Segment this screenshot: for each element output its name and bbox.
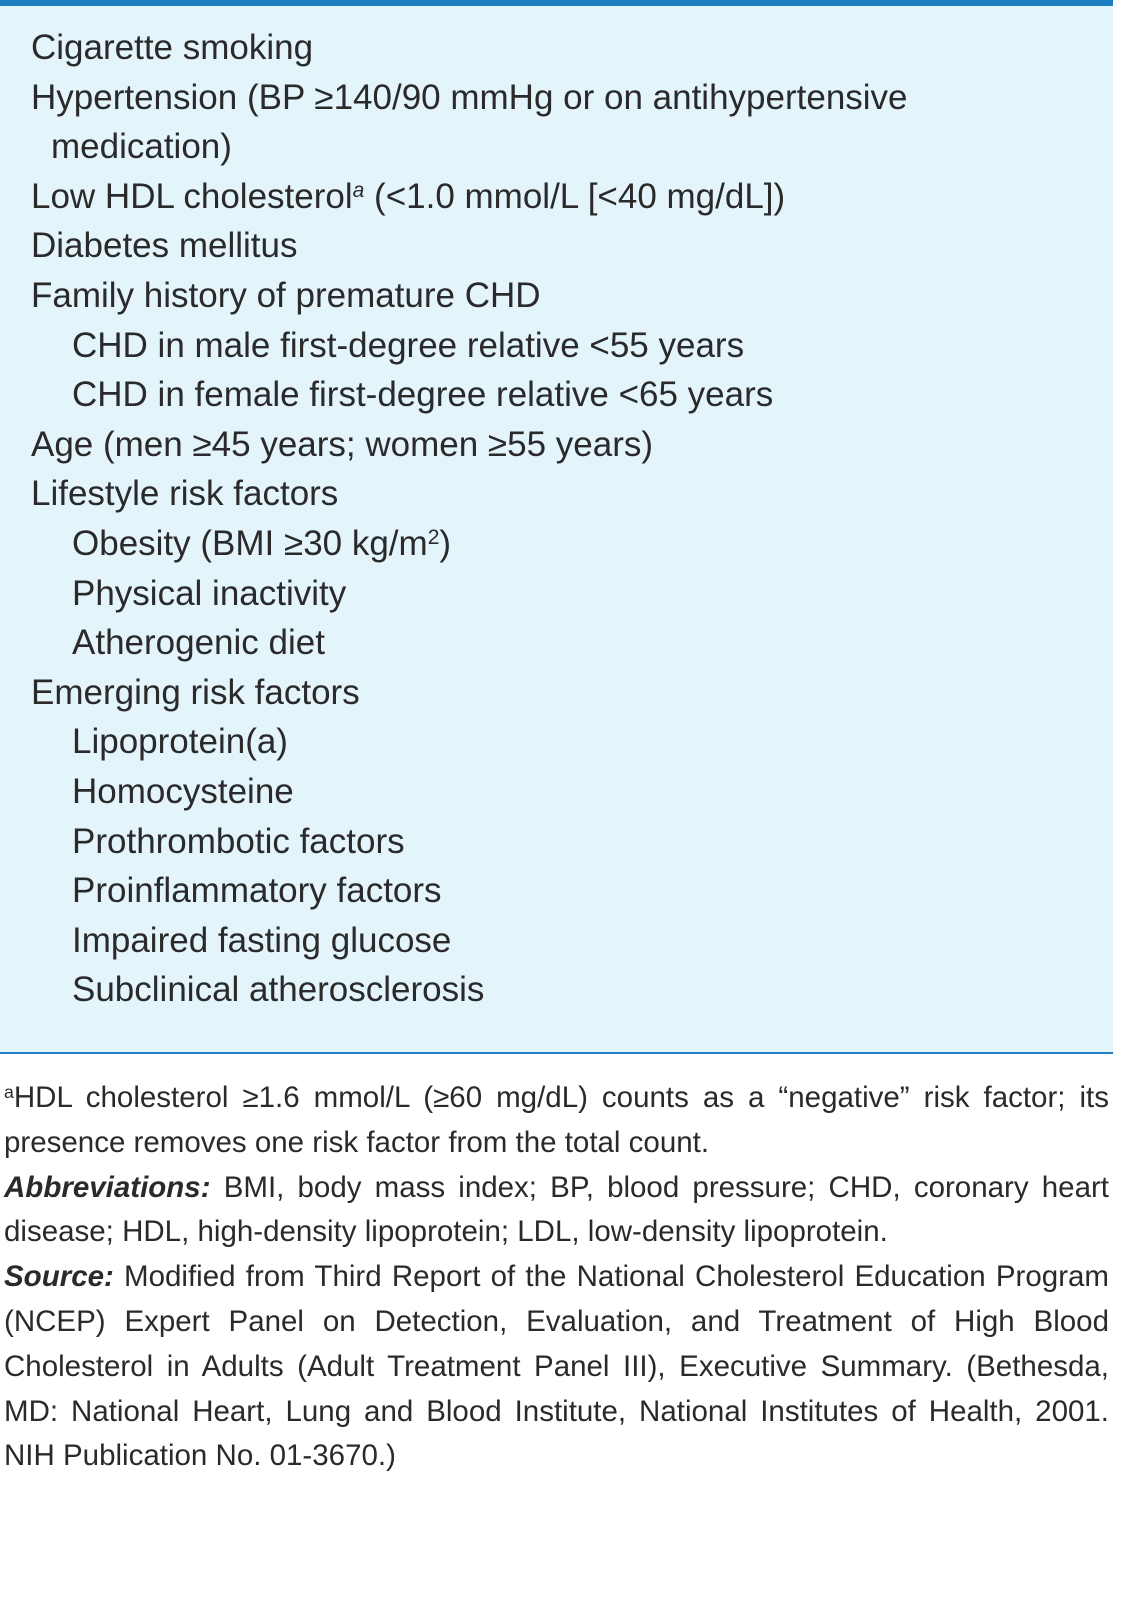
risk-subitem-impaired-glucose: [0, 916, 1113, 966]
risk-item-label: Lifestyle risk factors: [31, 474, 339, 514]
risk-subitem-label: Impaired fasting glucose: [72, 920, 452, 960]
risk-subitem-homocysteine: [0, 767, 1113, 817]
risk-subitem-label: Obesity (BMI ≥30 kg/m: [72, 523, 428, 563]
risk-subitem-family-male: [0, 321, 1113, 371]
risk-subitem-label: Physical inactivity: [72, 573, 347, 613]
risk-subitem-subclinical: [0, 965, 1113, 1015]
risk-subitem-label: Prothrombotic factors: [72, 821, 405, 861]
risk-item-emerging: [0, 668, 1113, 718]
abbreviations-note: [4, 1166, 1109, 1256]
risk-subitem-physical-inactivity: [0, 569, 1113, 619]
risk-item-low-hdl: [0, 172, 1113, 222]
source-note: [4, 1255, 1109, 1479]
risk-item-label: Cigarette smoking: [31, 28, 314, 67]
risk-factor-list: [0, 23, 1113, 1015]
footnote-marker: a: [4, 1082, 14, 1103]
abbreviations-label: Abbreviations:: [4, 1170, 211, 1204]
risk-item-label: Low HDL cholesterol: [31, 176, 353, 216]
table-notes: [4, 1076, 1109, 1479]
risk-item-label: Hypertension (BP ≥140/90 mmHg or on antihypertensive: [31, 77, 908, 117]
risk-item-label: Family history of premature CHD: [31, 275, 541, 315]
risk-subitem-label: Homocysteine: [72, 771, 294, 811]
risk-subitem-closing: ): [439, 523, 452, 563]
risk-item-label-continuation: medication): [51, 127, 232, 167]
risk-item-hypertension: [0, 73, 1113, 172]
risk-item-detail: (<1.0 mmol/L [<40 mg/dL]): [364, 176, 786, 216]
risk-factor-box: [0, 6, 1113, 1054]
risk-subitem-family-female: [0, 370, 1113, 420]
risk-subitem-obesity: [0, 519, 1113, 569]
risk-item-cigarette-smoking: [0, 23, 1113, 73]
risk-subitem-label: Subclinical atherosclerosis: [72, 970, 485, 1010]
risk-subitem-prothrombotic: [0, 817, 1113, 867]
footnote-text: HDL cholesterol ≥1.6 mmol/L (≥60 mg/dL) counts as a “negative” risk factor; its presence removes one risk factor from the total count.: [4, 1081, 1109, 1159]
risk-item-diabetes: [0, 221, 1113, 271]
risk-item-lifestyle: [0, 469, 1113, 519]
risk-subitem-atherogenic-diet: [0, 618, 1113, 668]
risk-subitem-label: Lipoprotein(a): [72, 722, 288, 762]
risk-item-label: Emerging risk factors: [31, 672, 360, 712]
risk-item-age: [0, 420, 1113, 470]
risk-subitem-label: CHD in male first-degree relative <55 years: [72, 325, 745, 365]
risk-subitem-label: CHD in female first-degree relative <65 years: [72, 375, 774, 415]
risk-subitem-label: Proinflammatory factors: [72, 871, 442, 911]
risk-item-family-history: [0, 271, 1113, 321]
footnote-marker: a: [352, 179, 365, 203]
risk-item-label: Diabetes mellitus: [31, 226, 298, 266]
risk-subitem-lipoprotein-a: [0, 717, 1113, 767]
abbreviations-text: BMI, body mass index; BP, blood pressure; CHD, coronary heart disease; HDL, high-density lipoprotein; LDL, low-density lipoprotein.: [4, 1170, 1109, 1249]
risk-subitem-label: Atherogenic diet: [72, 623, 325, 663]
source-label: Source:: [4, 1260, 114, 1294]
risk-item-label: Age (men ≥45 years; women ≥55 years): [31, 424, 654, 464]
footnote-a: [4, 1076, 1109, 1166]
superscript-exponent: 2: [427, 526, 440, 550]
source-text: Modified from Third Report of the National Cholesterol Education Program (NCEP) Expert Panel on Detection, Evaluation, and Treatment of High Blood Cholesterol in Adults (Adult Treatment Panel III), Executive Summary. (Bethesda, MD: National Heart, Lung and Blood Institute, National Institutes of Health, 2001. NIH Publication No. 01-3670.): [4, 1260, 1109, 1473]
risk-subitem-proinflammatory: [0, 866, 1113, 916]
